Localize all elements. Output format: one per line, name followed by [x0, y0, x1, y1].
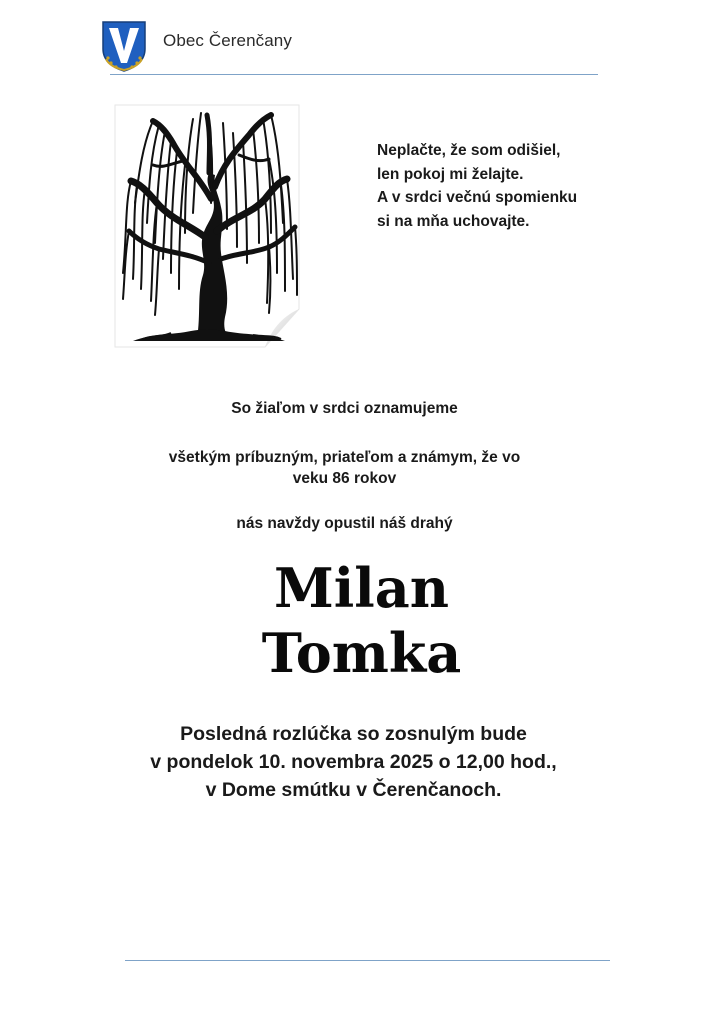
poem-line: len pokoj mi želajte.: [377, 165, 524, 183]
weeping-willow-tree-icon: [113, 103, 301, 349]
announcement-passing: nás navždy opustil náš drahý: [236, 515, 453, 532]
announcement-relatives: [0, 447, 699, 489]
footer-divider: [125, 960, 610, 961]
farewell-line: v pondelok 10. novembra 2025 o 12,00 hod.,: [150, 751, 557, 773]
poem: [377, 139, 617, 233]
organization-name: Obec Čerenčany: [163, 31, 292, 50]
poem-line: si na mňa uchovajte.: [377, 212, 530, 230]
relatives-line: všetkým príbuzným, priateľom a známym, že vo: [168, 449, 521, 466]
first-name: Milan: [273, 556, 450, 620]
header-divider: [110, 74, 598, 75]
last-name: Tomka: [261, 621, 462, 685]
farewell-details: [0, 720, 708, 804]
poem-line: Neplačte, že som odišiel,: [377, 142, 561, 159]
relatives-line: veku 86 rokov: [292, 470, 397, 487]
poem-line: A v srdci večnú spomienku: [377, 189, 578, 206]
coat-of-arms-icon: [100, 19, 148, 73]
deceased-name: [7, 556, 709, 686]
announcement-intro: So žiaľom v srdci oznamujeme: [231, 400, 458, 417]
farewell-line: Posledná rozlúčka so zosnulým bude: [180, 723, 527, 745]
farewell-line: v Dome smútku v Čerenčanoch.: [205, 779, 502, 801]
